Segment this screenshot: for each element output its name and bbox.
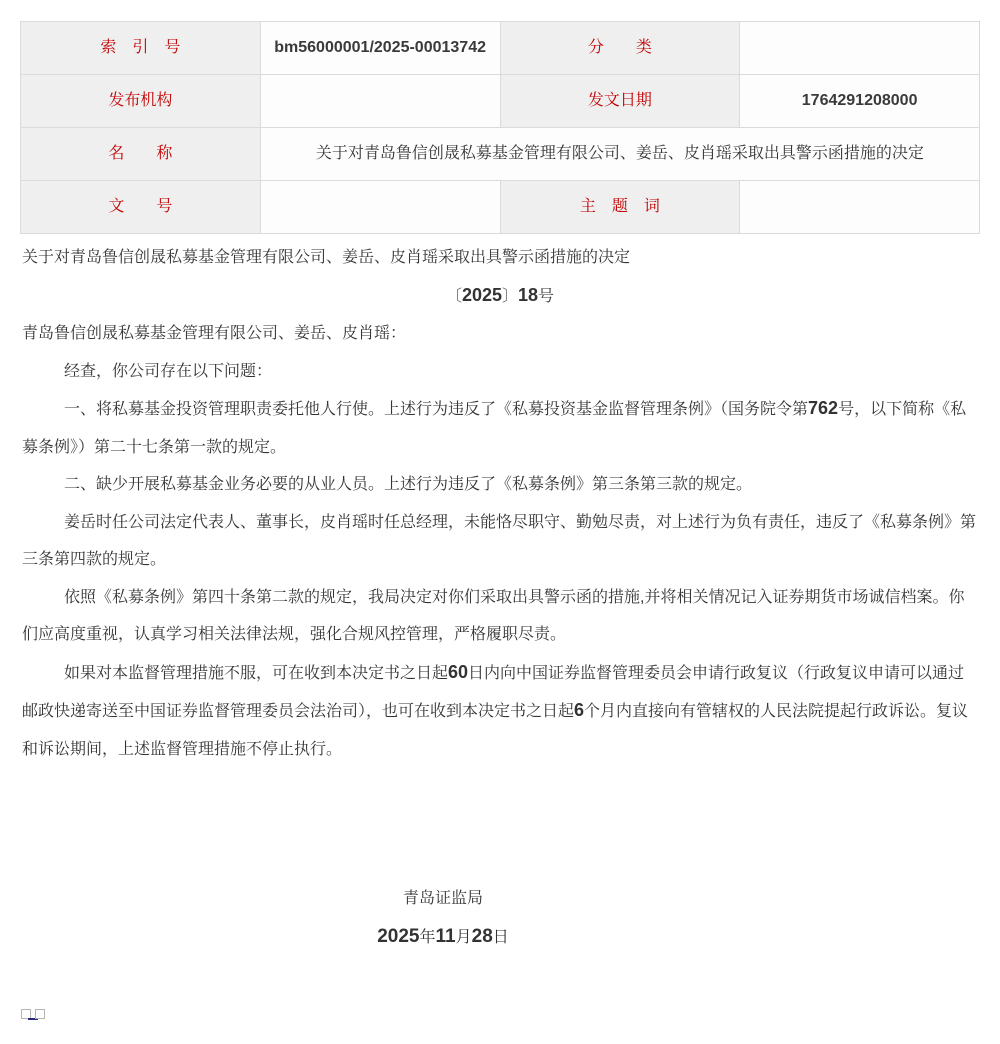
publish-date-value: 1764291208000 xyxy=(740,75,980,128)
paragraph-appeal xyxy=(22,654,978,769)
document-number-value xyxy=(260,181,500,234)
paragraph-issue-2: 二、缺少开展私募基金业务必要的从业人员。上述行为违反了《私募条例》第三条第三款的规定。 xyxy=(64,476,753,493)
appeal-days-number: 60 xyxy=(448,661,469,682)
issuing-agency-value xyxy=(260,75,500,128)
document-name-label: 名 称 xyxy=(21,128,261,181)
document-info-table xyxy=(20,21,980,234)
signature-spacer xyxy=(22,768,978,880)
date-day-unit: 日 xyxy=(492,928,509,946)
date-month-unit: 月 xyxy=(455,928,472,946)
document-name-value: 关于对青岛鲁信创晟私募基金管理有限公司、姜岳、皮肖瑶采取出具警示函措施的决定 xyxy=(260,128,979,181)
appeal-text-3: 个月内直接向有管辖权的人民法院提起行政诉讼。复议和诉讼期间，上述监督管理措施不停止执行。 xyxy=(22,703,969,758)
signature-block xyxy=(22,880,864,956)
broken-share-link[interactable] xyxy=(21,1009,45,1021)
document-number-line xyxy=(22,277,978,316)
doc-number-year: 2025 xyxy=(461,284,502,305)
keywords-label: 主 题 词 xyxy=(500,181,740,234)
issue-date xyxy=(22,918,864,957)
document-body xyxy=(22,239,978,956)
paragraph-issue-1 xyxy=(22,390,978,466)
date-month: 11 xyxy=(435,925,456,947)
paragraph-responsibility: 姜岳时任公司法定代表人、董事长，皮肖瑶时任总经理，未能恪尽职守、勤勉尽责，对上述行为负有责任，违反了《私募条例》第三条第四款的规定。 xyxy=(22,513,977,568)
doc-number-serial: 18 xyxy=(518,284,539,305)
date-year-unit: 年 xyxy=(419,928,436,946)
paragraph-intro: 经查，你公司存在以下问题： xyxy=(64,362,273,380)
table-row-title xyxy=(21,128,980,181)
broken-image-icon xyxy=(35,1009,45,1019)
category-label: 分 类 xyxy=(500,22,740,75)
publish-date-label: 发文日期 xyxy=(500,75,740,128)
index-number-value: bm56000001/2025-00013742 xyxy=(260,22,500,75)
table-row-docno-keywords xyxy=(21,181,980,234)
date-day: 28 xyxy=(471,925,493,947)
document-number-label: 文 号 xyxy=(21,181,261,234)
issue1-text-post: 号，以下简称《私募条例》）第二十七条第一款的规定。 xyxy=(22,401,967,456)
issue1-decree-number: 762 xyxy=(808,398,839,418)
appeal-text-1: 如果对本监督管理措施不服，可在收到本决定书之日起 xyxy=(64,664,449,682)
document-title: 关于对青岛鲁信创晟私募基金管理有限公司、姜岳、皮肖瑶采取出具警示函措施的决定 xyxy=(22,249,631,266)
doc-number-close-bracket: 〕 xyxy=(502,287,519,305)
appeal-months-number: 6 xyxy=(574,700,585,720)
table-row-agency-pubdate xyxy=(21,75,980,128)
keywords-value xyxy=(740,181,980,234)
index-number-label: 索 引 号 xyxy=(21,22,261,75)
issuing-agency-label: 发布机构 xyxy=(21,75,261,128)
doc-number-suffix: 号 xyxy=(538,287,555,305)
issue1-text-pre: 一、将私募基金投资管理职责委托他人行使。上述行为违反了《私募投资基金监督管理条例》（国务院令第 xyxy=(64,401,809,418)
table-row-index-category xyxy=(21,22,980,75)
appeal-text-2: 日内向中国证券监督管理委员会申请行政复议（行政复议申请可以通过邮政快递寄送至中国证券监督管理委员会法治司），也可在收到本决定书之日起 xyxy=(22,664,965,720)
doc-number-open-bracket: 〔 xyxy=(445,287,462,305)
issuing-authority: 青岛证监局 xyxy=(402,890,483,907)
paragraph-decision: 依照《私募条例》第四十条第二款的规定，我局决定对你们采取出具警示函的措施,并将相关情况记入证券期货市场诚信档案。你们应高度重视，认真学习相关法律法规，强化合规风控管理，严格履职尽责。 xyxy=(22,588,965,643)
category-value xyxy=(740,22,980,75)
date-year: 2025 xyxy=(377,925,420,947)
addressee-line: 青岛鲁信创晟私募基金管理有限公司、姜岳、皮肖瑶： xyxy=(22,325,407,342)
